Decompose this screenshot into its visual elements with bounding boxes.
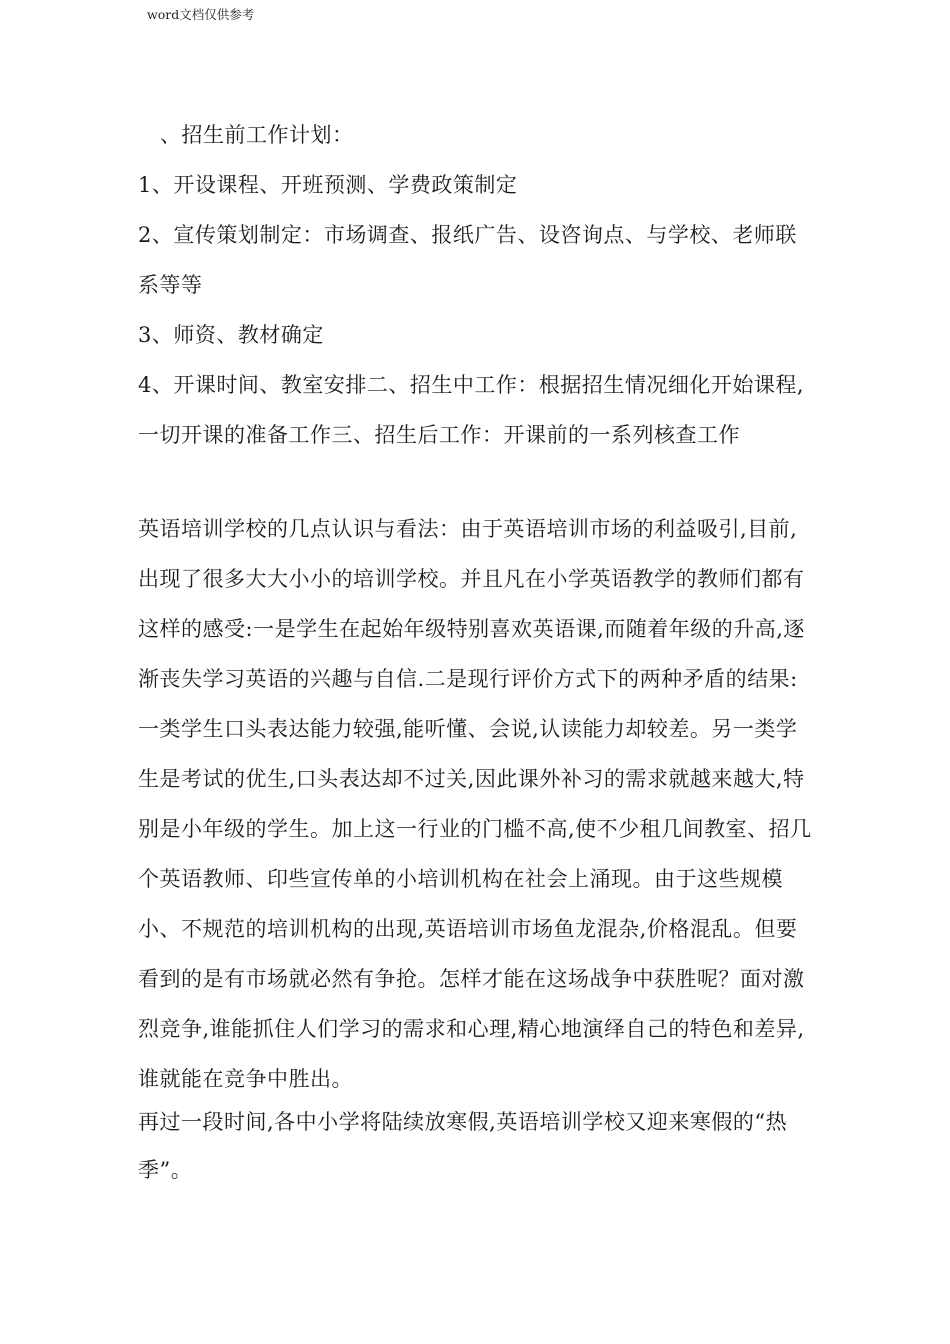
- plan-item-4: 4、开课时间、教室安排二、招生中工作：根据招生情况细化开始课程,一切开课的准备工作三、招生后工作：开课前的一系列核查工作: [138, 373, 805, 447]
- header-note: word文档仅供参考: [147, 7, 255, 22]
- plan-item-3: 3、师资、教材确定: [138, 323, 324, 347]
- plan-section: [138, 110, 818, 460]
- essay-paragraph-2: 再过一段时间,各中小学将陆续放寒假,英语培训学校又迎来寒假的“热季”。: [138, 1110, 788, 1182]
- essay-paragraph-1: 英语培训学校的几点认识与看法：由于英语培训市场的利益吸引,目前,出现了很多大大小小的培训学校。并且凡在小学英语教学的教师们都有这样的感受:一是学生在起始年级特别喜欢英语课,而随着年级的升高,逐渐丧失学习英语的兴趣与自信.二是现行评价方式下的两种矛盾的结果:一类学生口头表达能力较强,能听懂、会说,认读能力却较差。另一类学生是考试的优生,口头表达却不过关,因此课外补习的需求就越来越大,特别是小年级的学生。加上这一行业的门槛不高,使不少租几间教室、招几个英语教师、印些宣传单的小培训机构在社会上涌现。由于这些规模小、不规范的培训机构的出现,英语培训市场鱼龙混杂,价格混乱。但要看到的是有市场就必然有争抢。怎样才能在这场战争中获胜呢？面对激烈竞争,谁能抓住人们学习的需求和心理,精心地演绎自己的特色和差异,谁就能在竞争中胜出。: [138, 517, 812, 1091]
- essay-section: [138, 504, 818, 1194]
- plan-title: 、招生前工作计划：: [160, 123, 354, 147]
- plan-item-2: 2、宣传策划制定：市场调查、报纸广告、设咨询点、与学校、老师联系等等: [138, 223, 797, 297]
- plan-item-1: 1、开设课程、开班预测、学费政策制定: [138, 173, 518, 197]
